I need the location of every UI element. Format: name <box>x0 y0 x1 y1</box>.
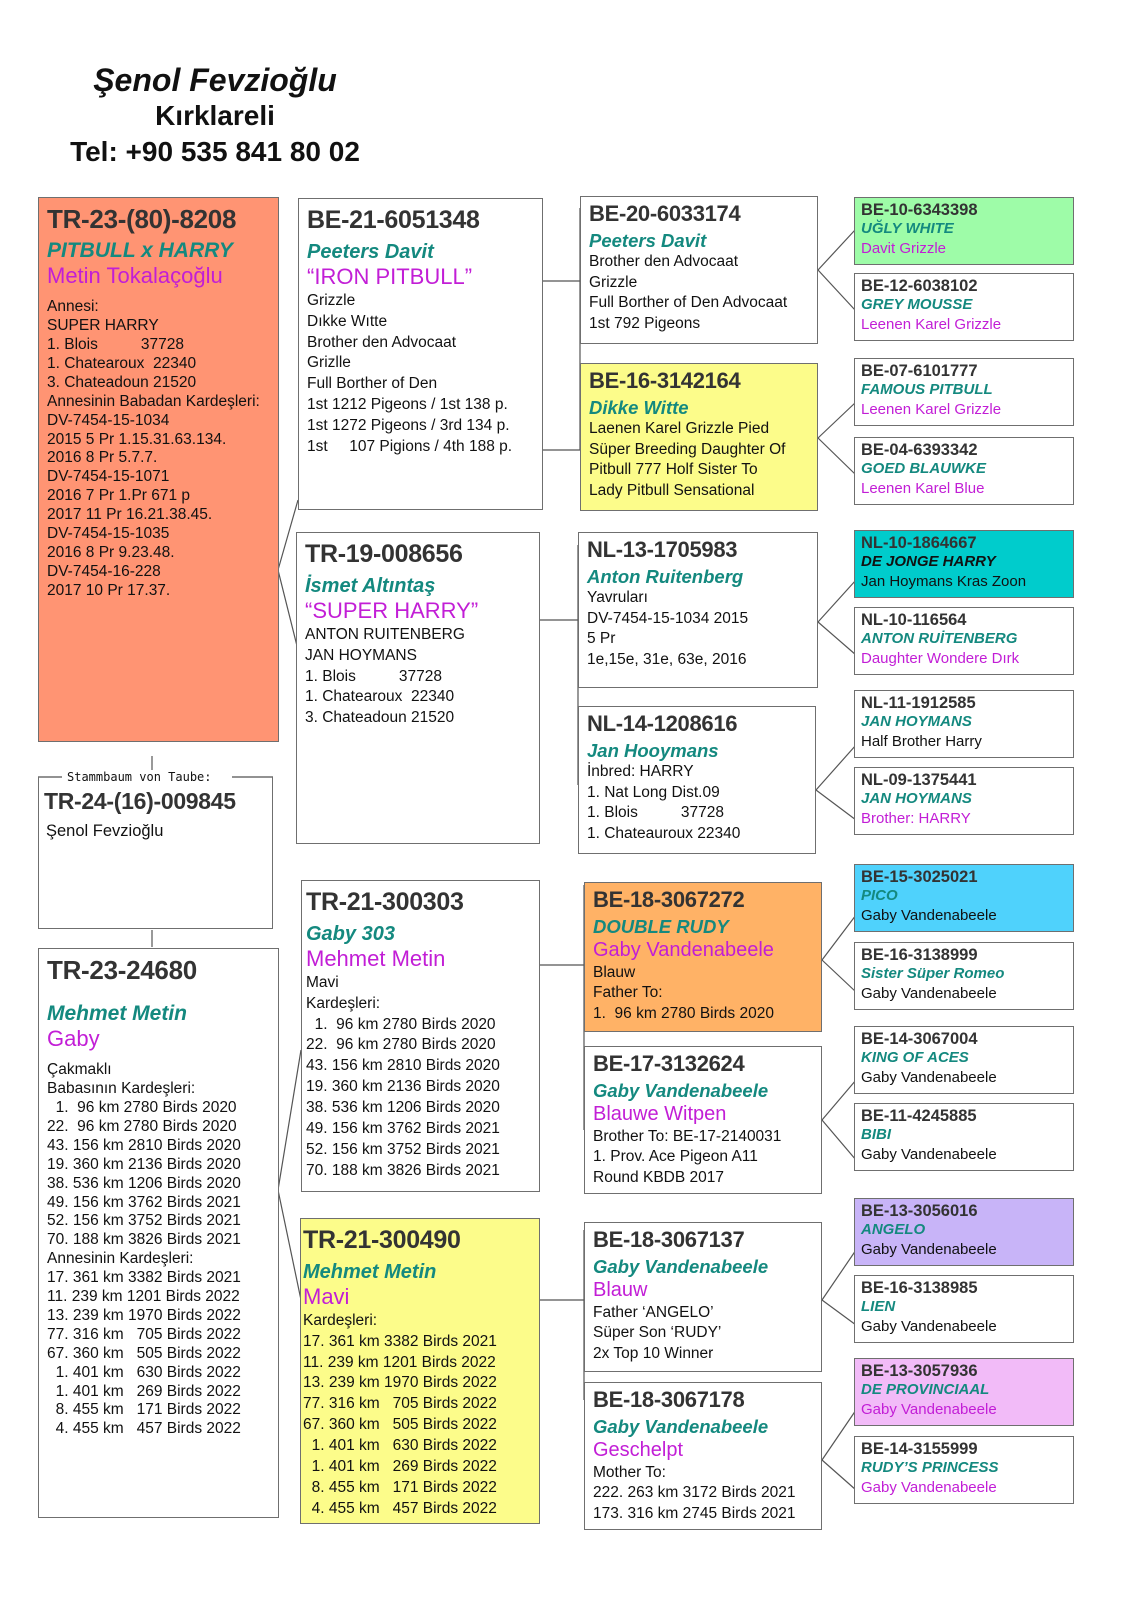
note-line: Round KBDB 2017 <box>593 1168 724 1186</box>
note-line: Blauw <box>593 963 636 981</box>
sire-card <box>298 198 543 510</box>
note-line: Dıkke Wıtte <box>307 312 388 330</box>
note-line: 8. 455 km 171 Birds 2022 <box>303 1479 497 1497</box>
note-line: İnbred: HARRY <box>587 763 694 781</box>
ggp-card <box>854 767 1074 835</box>
note-line: 2017 11 Pr 16.21.38.45. <box>47 506 213 524</box>
ring-number: BE-13-3057936 <box>861 1362 978 1380</box>
note-line: Father ‘ANGELO’ <box>593 1303 714 1321</box>
gp-card-3 <box>578 532 818 688</box>
ggp-card <box>854 530 1074 598</box>
pigeon-name: LIEN <box>861 1298 896 1316</box>
ring-number: BE-10-6343398 <box>861 201 978 219</box>
pigeon-name: Mehmet Metin <box>306 945 446 971</box>
breeder-name: Peeters Davit <box>307 240 434 263</box>
note-line: Süper Son ‘RUDY’ <box>593 1324 722 1342</box>
note-line: 19. 360 km 2136 Birds 2020 <box>47 1155 241 1173</box>
note-line: 52. 156 km 3752 Birds 2021 <box>306 1141 500 1159</box>
ring-number: BE-20-6033174 <box>589 201 741 226</box>
note-line: Yavruları <box>587 589 648 607</box>
ring-number: BE-18-3067137 <box>593 1227 745 1252</box>
note-line: SUPER HARRY <box>47 317 159 335</box>
ring-number: BE-15-3025021 <box>861 868 978 886</box>
note-line: 77. 316 km 705 Birds 2022 <box>303 1395 497 1413</box>
dam-card <box>38 948 279 1518</box>
note-line: 2016 8 Pr 9.23.48. <box>47 543 175 561</box>
note-line: 1. 401 km 269 Birds 2022 <box>303 1458 497 1476</box>
note-line: 1e,15e, 31e, 63e, 2016 <box>587 650 747 668</box>
note-line: Grizzle <box>589 273 638 291</box>
ring-number: TR-23-(80)-8208 <box>47 204 237 234</box>
note-line: 1. Chateauroux 22340 <box>587 824 741 842</box>
ggp-card <box>854 1198 1074 1266</box>
ggp-card <box>854 358 1074 426</box>
ring-number: TR-21-300490 <box>303 1226 461 1254</box>
note-line: 43. 156 km 2810 Birds 2020 <box>306 1057 500 1075</box>
breeder-name: Dikke Witte <box>589 396 689 418</box>
pigeon-info: Gaby Vandenabeele <box>861 1401 997 1419</box>
pigeon-info: Gaby Vandenabeele <box>861 1069 997 1087</box>
note-line: 77. 316 km 705 Birds 2022 <box>47 1325 241 1343</box>
pigeon-name: JAN HOYMANS <box>861 713 972 731</box>
pigeon-name: “SUPER HARRY” <box>305 597 479 623</box>
breeder-name: Gaby 303 <box>306 922 395 945</box>
ring-number: BE-13-3056016 <box>861 1202 978 1220</box>
note-line: 11. 239 km 1201 Birds 2022 <box>47 1288 240 1306</box>
gp-card-7 <box>584 1222 822 1372</box>
note-line: 2017 10 Pr 17.37. <box>47 581 171 599</box>
note-line: 1. Blois 37728 <box>305 667 442 685</box>
pigeon-info: Leenen Karel Grizzle <box>861 316 1002 334</box>
pigeon-info: Leenen Karel Blue <box>861 480 985 498</box>
pigeon-info: Gaby Vandenabeele <box>861 1241 997 1259</box>
note-line: 1st 1212 Pigeons / 1st 138 p. <box>307 396 508 414</box>
note-line: Çakmaklı <box>47 1061 112 1079</box>
note-line: JAN HOYMANS <box>305 646 417 664</box>
note-line: DV-7454-15-1034 2015 <box>587 609 749 627</box>
ring-number: TR-19-008656 <box>305 540 463 568</box>
pigeon-name: FAMOUS PITBULL <box>861 381 993 399</box>
note-line: 1st 792 Pigeons <box>589 314 701 332</box>
ring-number: BE-16-3138985 <box>861 1279 978 1297</box>
note-line: DV-7454-15-1035 <box>47 525 170 543</box>
note-line: Grizzle <box>307 291 356 309</box>
note-line: DV-7454-15-1034 <box>47 411 170 429</box>
pigeon-name: DE JONGE HARRY <box>861 553 996 571</box>
pigeon-name: Gaby <box>47 1026 100 1052</box>
pigeon-name: DE PROVINCIAAL <box>861 1381 990 1399</box>
breeder-name: Anton Ruitenberg <box>587 565 744 587</box>
note-line: 13. 239 km 1970 Birds 2022 <box>47 1306 241 1324</box>
pigeon-info: Half Brother Harry <box>861 733 982 751</box>
note-line: 2015 5 Pr 1.15.31.63.134. <box>47 430 227 448</box>
note-line: Brother den Advocaat <box>589 253 739 271</box>
note-line: 43. 156 km 2810 Birds 2020 <box>47 1136 241 1154</box>
note-line: 22. 96 km 2780 Birds 2020 <box>306 1036 496 1054</box>
pigeon-name: UĞLY WHITE <box>861 220 954 238</box>
ring-number: NL-10-1864667 <box>861 534 977 552</box>
pigeon-title: PITBULL x HARRY <box>47 238 233 262</box>
note-line: 1. 96 km 2780 Birds 2020 <box>47 1098 237 1116</box>
stammbaum-legend: Stammbaum von Taube: <box>64 770 215 784</box>
note-line: 17. 361 km 3382 Birds 2021 <box>47 1269 241 1287</box>
breeder-phone: Tel: +90 535 841 80 02 <box>70 136 360 167</box>
ring-number: BE-18-3067272 <box>593 887 745 912</box>
note-line: DV-7454-16-228 <box>47 562 161 580</box>
note-line: 1. Chatearoux 22340 <box>47 354 197 372</box>
note-line: 1. 96 km 2780 Birds 2020 <box>306 1015 496 1033</box>
breeder-name: Peeters Davit <box>589 229 707 251</box>
note-line: Kardeşleri: <box>306 994 381 1012</box>
note-line: Mavi <box>306 973 339 991</box>
pigeon-info: Leenen Karel Grizzle <box>861 401 1002 419</box>
ring-number: BE-04-6393342 <box>861 441 978 459</box>
ggp-card <box>854 1103 1074 1171</box>
pigeon-info: Gaby Vandenabeele <box>861 1479 997 1497</box>
note-line: 67. 360 km 505 Birds 2022 <box>47 1344 241 1362</box>
ring-number: BE-21-6051348 <box>307 206 480 234</box>
note-line: Brother den Advocaat <box>307 333 457 351</box>
ring-number: NL-13-1705983 <box>587 537 738 562</box>
note-line: 173. 316 km 2745 Birds 2021 <box>593 1504 796 1522</box>
pigeon-name: KING OF ACES <box>861 1049 969 1067</box>
ggp-card <box>854 1026 1074 1094</box>
gp-card-4 <box>578 706 816 854</box>
note-line: Süper Breeding Daughter Of <box>589 440 786 458</box>
second-dam-card <box>300 1218 540 1524</box>
note-line: 1st 107 Pigions / 4th 188 p. <box>307 438 513 456</box>
gp-card-2 <box>580 363 818 511</box>
pigeon-name: ANGELO <box>861 1221 926 1239</box>
pigeon-name: Gaby Vandenabeele <box>593 939 774 962</box>
breeder-name: İsmet Altıntaş <box>305 574 436 597</box>
breeder-name: Gaby Vandenabeele <box>593 1079 769 1101</box>
pigeon-name: Blauw <box>593 1279 648 1302</box>
breeder-name: Gaby Vandenabeele <box>593 1415 769 1437</box>
ggp-card <box>854 690 1074 758</box>
note-line: Lady Pitbull Sensational <box>589 481 755 499</box>
note-line: 1. Chatearoux 22340 <box>305 688 455 706</box>
note-line: 222. 263 km 3172 Birds 2021 <box>593 1484 796 1502</box>
pigeon-info: Gaby Vandenabeele <box>861 985 997 1003</box>
subject-owner: Şenol Fevzioğlu <box>46 822 164 840</box>
ggp-card <box>854 437 1074 505</box>
note-line: Grizlle <box>307 354 351 372</box>
gp-card-5 <box>584 882 822 1032</box>
ring-number: BE-14-3067004 <box>861 1030 978 1048</box>
breeder-city: Kırklareli <box>155 100 275 131</box>
ring-number: BE-12-6038102 <box>861 277 978 295</box>
note-line: 22. 96 km 2780 Birds 2020 <box>47 1117 237 1135</box>
note-line: 1. Blois 37728 <box>47 335 184 353</box>
ggp-card <box>854 1358 1074 1426</box>
note-line: Annesinin Babadan Kardeşleri: <box>47 392 260 410</box>
note-line: 4. 455 km 457 Birds 2022 <box>303 1500 497 1518</box>
ggp-card <box>854 197 1074 265</box>
note-line: Babasının Kardeşleri: <box>47 1080 196 1098</box>
note-line: 4. 455 km 457 Birds 2022 <box>47 1420 241 1438</box>
pigeon-info: Daughter Wondere Dırk <box>861 650 1020 668</box>
note-line: 3. Chateadoun 21520 <box>305 709 455 727</box>
pigeon-name: Blauwe Witpen <box>593 1103 727 1126</box>
ring-number: BE-18-3067178 <box>593 1387 745 1412</box>
note-line: 2x Top 10 Winner <box>593 1344 714 1362</box>
pigeon-name: PICO <box>861 887 898 905</box>
ring-number: TR-23-24680 <box>47 955 197 985</box>
ggp-card <box>854 273 1074 341</box>
pigeon-name: GOED BLAUWKE <box>861 460 986 478</box>
ring-number: BE-17-3132624 <box>593 1051 745 1076</box>
note-line: 11. 239 km 1201 Birds 2022 <box>303 1353 496 1371</box>
ggp-card <box>854 607 1074 675</box>
note-line: 8. 455 km 171 Birds 2022 <box>47 1401 241 1419</box>
gp-card-6 <box>584 1046 822 1194</box>
note-line: 1. 401 km 630 Birds 2022 <box>47 1363 241 1381</box>
note-line: 17. 361 km 3382 Birds 2021 <box>303 1332 497 1350</box>
dam-sire-card <box>296 532 540 844</box>
note-line: 2016 7 Pr 1.Pr 671 p <box>47 487 191 505</box>
pigeon-info: Gaby Vandenabeele <box>861 1318 997 1336</box>
note-line: Full Borther of Den Advocaat <box>589 294 788 312</box>
ring-number: BE-11-4245885 <box>861 1107 977 1125</box>
note-line: Full Borther of Den <box>307 375 438 393</box>
pigeon-name: “IRON PITBULL” <box>307 263 473 289</box>
note-line: 67. 360 km 505 Birds 2022 <box>303 1416 497 1434</box>
note-line: 1. 401 km 269 Birds 2022 <box>47 1382 241 1400</box>
pigeon-name: ANTON RUİTENBERG <box>861 630 1018 648</box>
note-line: Brother To: BE-17-2140031 <box>593 1127 782 1145</box>
ggp-card <box>854 864 1074 932</box>
note-line: 38. 536 km 1206 Birds 2020 <box>306 1099 500 1117</box>
ring-number: NL-09-1375441 <box>861 771 977 789</box>
note-line: Mother To: <box>593 1463 666 1481</box>
breeder-name: DOUBLE RUDY <box>593 915 729 937</box>
note-line: Father To: <box>593 984 663 1002</box>
note-line: 49. 156 km 3762 Birds 2021 <box>47 1193 241 1211</box>
pigeon-name: Mavi <box>303 1283 350 1309</box>
note-line: 1. Blois 37728 <box>587 804 724 822</box>
note-line: 2016 8 Pr 5.7.7. <box>47 449 158 467</box>
ggp-card <box>854 1275 1074 1343</box>
breeder-name: Gaby Vandenabeele <box>593 1255 769 1277</box>
ring-number: NL-10-116564 <box>861 611 967 629</box>
second-sire-card <box>301 880 540 1192</box>
pigeon-info: Davit Grizzle <box>861 240 947 258</box>
pigeon-name: GREY MOUSSE <box>861 296 973 314</box>
note-line: 1. Prov. Ace Pigeon A11 <box>593 1148 758 1166</box>
ring-number: NL-14-1208616 <box>587 711 738 736</box>
pigeon-info: Gaby Vandenabeele <box>861 1146 997 1164</box>
note-line: 49. 156 km 3762 Birds 2021 <box>306 1120 500 1138</box>
ring-number: TR-21-300303 <box>306 888 464 916</box>
note-line: Annesinin Kardeşleri: <box>47 1250 194 1268</box>
note-line: 1. 401 km 630 Birds 2022 <box>303 1437 497 1455</box>
note-line: 3. Chateadoun 21520 <box>47 373 197 391</box>
note-line: Laenen Karel Grizzle Pied <box>589 420 770 438</box>
gp-card-8 <box>584 1382 822 1530</box>
breeder-name: Mehmet Metin <box>47 1001 188 1025</box>
pigeon-info: Brother: HARRY <box>861 810 971 828</box>
note-line: DV-7454-15-1071 <box>47 468 170 486</box>
ring-number: BE-16-3138999 <box>861 946 978 964</box>
note-line: Annesi: <box>47 298 99 316</box>
note-line: 5 Pr <box>587 630 616 648</box>
note-line: 1st 1272 Pigeons / 3rd 134 p. <box>307 417 510 435</box>
pedigree-notes <box>47 1061 270 1439</box>
pigeon-name: Sister Süper Romeo <box>861 965 1005 983</box>
ggp-card <box>854 942 1074 1010</box>
note-line: 1. 96 km 2780 Birds 2020 <box>593 1004 774 1022</box>
note-line: Pitbull 777 Holf Sister To <box>589 461 758 479</box>
breeder-name: Şenol Fevzioğlu <box>93 62 337 98</box>
note-line: 13. 239 km 1970 Birds 2022 <box>303 1374 497 1392</box>
pigeon-name: Geschelpt <box>593 1439 684 1462</box>
note-line: ANTON RUITENBERG <box>305 625 465 643</box>
gp-card-1 <box>580 196 818 344</box>
ring-number: BE-14-3155999 <box>861 1440 978 1458</box>
pigeon-name: JAN HOYMANS <box>861 790 972 808</box>
note-line: 70. 188 km 3826 Birds 2021 <box>47 1231 241 1249</box>
pigeon-name: BIBI <box>861 1126 891 1144</box>
note-line: 38. 536 km 1206 Birds 2020 <box>47 1174 241 1192</box>
note-line: 1. Nat Long Dist.09 <box>587 783 720 801</box>
ring-number: NL-11-1912585 <box>861 694 976 712</box>
breeder-name: Mehmet Metin <box>303 1260 437 1283</box>
pigeon-name: RUDY’S PRINCESS <box>861 1459 999 1477</box>
pigeon-info: Jan Hoymans Kras Zoon <box>861 573 1027 591</box>
pigeon-info: Gaby Vandenabeele <box>861 907 997 925</box>
breeder-name: Jan Hooymans <box>587 739 719 761</box>
owner-name: Metin Tokalaçoğlu <box>47 263 223 289</box>
ring-number: BE-07-6101777 <box>861 362 978 380</box>
ring-number: BE-16-3142164 <box>589 368 741 393</box>
note-line: 70. 188 km 3826 Birds 2021 <box>306 1162 500 1180</box>
note-line: Kardeşleri: <box>303 1311 378 1329</box>
note-line: 19. 360 km 2136 Birds 2020 <box>306 1078 500 1096</box>
note-line: 52. 156 km 3752 Birds 2021 <box>47 1212 241 1230</box>
ggp-card <box>854 1436 1074 1504</box>
subject-ring-number: TR-24-(16)-009845 <box>44 788 236 814</box>
